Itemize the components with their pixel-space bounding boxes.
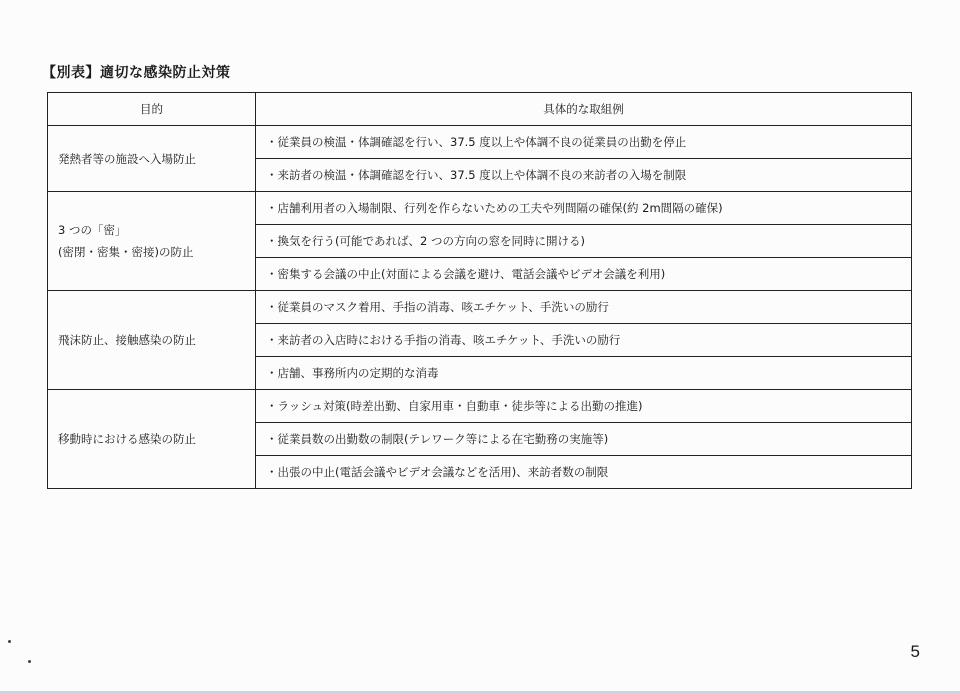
header-examples: 具体的な取組例: [256, 93, 912, 126]
purpose-text: (密閉・密集・密接)の防止: [58, 245, 194, 259]
table-row: [48, 291, 912, 324]
example-cell: ・密集する会議の中止(対面による会議を避け、電話会議やビデオ会議を利用): [256, 258, 912, 291]
example-cell: ・来訪者の検温・体調確認を行い、37.5 度以上や体調不良の来訪者の入場を制限: [256, 159, 912, 192]
purpose-cell-droplet-contact: [48, 291, 256, 390]
scan-speck: [28, 660, 31, 663]
example-cell: ・従業員の検温・体調確認を行い、37.5 度以上や体調不良の従業員の出勤を停止: [256, 126, 912, 159]
scan-speck: [8, 640, 11, 643]
example-cell: ・換気を行う(可能であれば、2 つの方向の窓を同時に開ける): [256, 225, 912, 258]
infection-prevention-table: [47, 92, 912, 489]
table-header-row: [48, 93, 912, 126]
header-purpose: 目的: [48, 93, 256, 126]
example-cell: ・従業員のマスク着用、手指の消毒、咳エチケット、手洗いの励行: [256, 291, 912, 324]
example-cell: ・従業員数の出勤数の制限(テレワーク等による在宅勤務の実施等): [256, 423, 912, 456]
example-cell: ・ラッシュ対策(時差出勤、自家用車・自動車・徒歩等による出勤の推進): [256, 390, 912, 423]
purpose-cell-fever-entry: [48, 126, 256, 192]
document-title: 【別表】適切な感染防止対策: [42, 65, 231, 81]
purpose-cell-commute: [48, 390, 256, 489]
table-row: [48, 390, 912, 423]
example-cell: ・店舗、事務所内の定期的な消毒: [256, 357, 912, 390]
purpose-text: 3 つの「密」: [58, 223, 127, 237]
example-cell: ・来訪者の入店時における手指の消毒、咳エチケット、手洗いの励行: [256, 324, 912, 357]
table-row: [48, 126, 912, 159]
page-number: 5: [910, 642, 920, 661]
example-cell: ・店舗利用者の入場制限、行列を作らないための工夫や列間隔の確保(約 2m間隔の確保): [256, 192, 912, 225]
purpose-text: 移動時における感染の防止: [58, 432, 196, 446]
purpose-text: 飛沫防止、接触感染の防止: [58, 333, 196, 347]
purpose-cell-three-cs: [48, 192, 256, 291]
example-cell: ・出張の中止(電話会議やビデオ会議などを活用)、来訪者数の制限: [256, 456, 912, 489]
purpose-text: 発熱者等の施設へ入場防止: [58, 151, 196, 166]
table-row: [48, 192, 912, 225]
